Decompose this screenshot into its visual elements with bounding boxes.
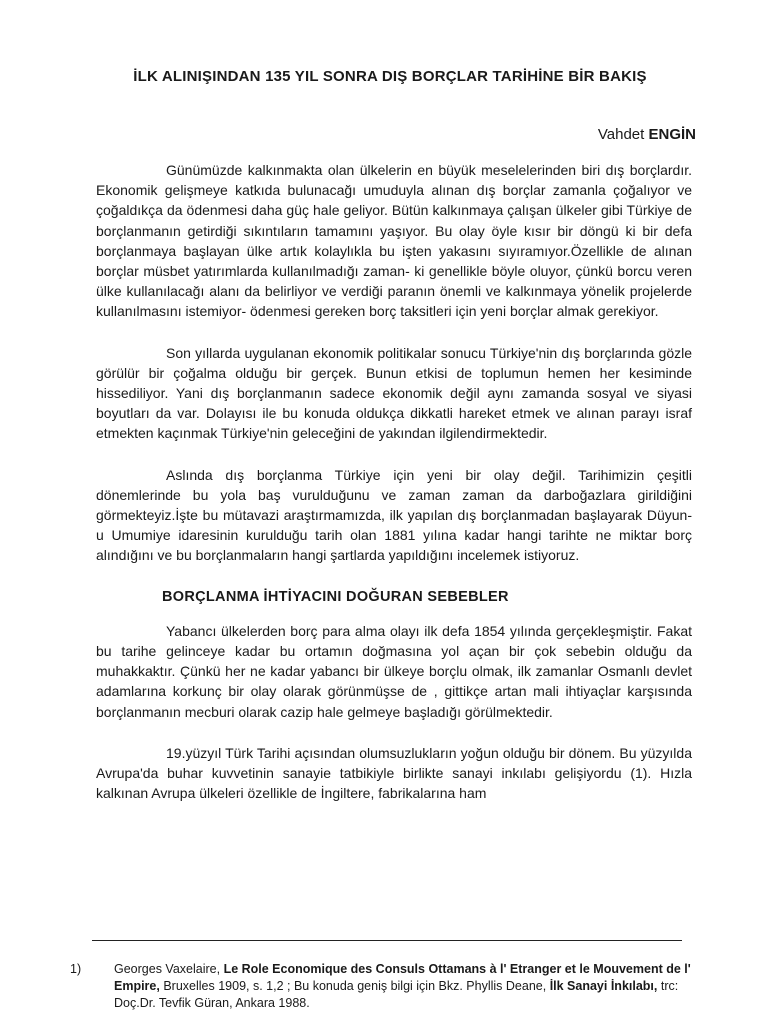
footnote-work-title: Le Role Economique des Consuls Ottamans à l' Etranger et le Mouvement de l' Empire, [114, 962, 691, 993]
footnote [70, 961, 692, 1012]
footnote-number: 1) [70, 962, 82, 976]
author-last-name: ENGİN [648, 126, 696, 143]
page-title: İLK ALINIŞINDAN 135 YIL SONRA DIŞ BORÇLAR TARİHİNE BİR BAKIŞ [133, 68, 647, 85]
paragraph-3: Aslında dış borçlanma Türkiye için yeni bir olay değil. Tarihimizin çeşitli dönemlerinde bu yola baş vurulduğunu ve zaman zaman da darboğazlara girildiğini görmekteyiz.İşte bu mütavazi araştırmamızda, ilk yapılan dış borçlanmadan başlayarak Düyun-u Umumiye idaresinin kurulduğu tarih olan 1881 yılına kadar hangi tarihte ne miktar borç alındığını ve bu borçlanmaların hangi şartlarda yapıldığını incelemek istiyoruz. [96, 466, 692, 564]
paragraph-2: Son yıllarda uygulanan ekonomik politikalar sonucu Türkiye'nin dış borçlarında gözle görülür bir çoğalma olduğu bir gerçek. Bunun etkisi de toplumun hemen her kesiminde hissediliyor. Yani dış borçlanmanın sadece ekonomik değil aynı zamanda sosyal ve siyasi boyutları da var. Dolayısı ile bu konuda oldukça dikkatli hareket etmek ve alınan parayı israf etmekten kaçınmak Türkiye'nin geleceğini de yakından ilgilendirmektedir. [96, 344, 692, 442]
footnote-details: Bruxelles 1909, s. 1,2 ; Bu konuda geniş bilgi için Bkz. Phyllis Deane, [163, 979, 547, 993]
author-first-name: Vahdet [597, 126, 645, 143]
footnote-author: Georges Vaxelaire, [114, 962, 221, 976]
footnote-translator: trc: Doç.Dr. Tevfik Güran, Ankara 1988. [114, 979, 679, 1010]
author-line [598, 126, 696, 143]
article-body [96, 160, 692, 824]
footnote-divider [92, 940, 682, 941]
footnote-book-title: İlk Sanayi İnkılabı, [549, 979, 658, 993]
section-heading: BORÇLANMA İHTİYACINI DOĞURAN SEBEBLER [162, 588, 509, 605]
paragraph-1: Günümüzde kalkınmakta olan ülkelerin en büyük meselelerinden biri dış borçlardır. Ekonomik gelişmeye katkıda bulunacağı umuduyla alınan dış borçlar zamanla çoğalıyor ve çoğaldıkça da ödenmesi daha güç hale geliyor. Bütün kalkınmaya çalışan ülkeler gibi Türkiye de borçlanmanın getirdiği sıkıntıların tamamını yaşıyor. Bu olay öyle kısır bir döngü ki bir defa borçlanmaya başlayan ülke artık kolaylıkla bu işten yakasını sıyıramıyor.Özellikle de alınan borçlar müsbet yatırımlarda kullanılmadığı zaman- ki genellikle böyle oluyor, çünkü borcu veren ülke kullanılacağı alanı da belirliyor ve verdiği paranın önemli ve kalkınmaya yönelik projelerde kullanılmasını istemiyor- ödenmesi gereken borç taksitleri için yeni borçlar almak gerekiyor. [96, 162, 692, 320]
footnote-text [70, 961, 692, 1012]
section-paragraph-2: 19.yüzyıl Türk Tarihi açısından olumsuzlukların yoğun olduğu bir dönem. Bu yüzyılda Avrupa'da buhar kuvvetinin sanayie tatbikiyle birlikte sanayi inkılabı gelişiyordu (1). Hızla kalkınan Avrupa ülkeleri özellikle de İngiltere, fabrikalarına ham [96, 744, 692, 802]
section-paragraph-1: Yabancı ülkelerden borç para alma olayı ilk defa 1854 yılında gerçekleşmiştir. Fakat bu tarihe gelinceye kadar bu ortamın doğmasına yol açan bir çok sebebin olduğu da muhakkaktır. Çünkü her ne kadar yabancı bir ülkeye borçlu olmak, ilk zamanlar Osmanlı devlet adamlarına korkunç bir olay olarak görünmüşse de , gittikçe artan mali ihtiyaçlar karşısında borçlanmanın mecburi olarak cazip hale gelmeye başladığı görülmektedir. [96, 622, 692, 720]
